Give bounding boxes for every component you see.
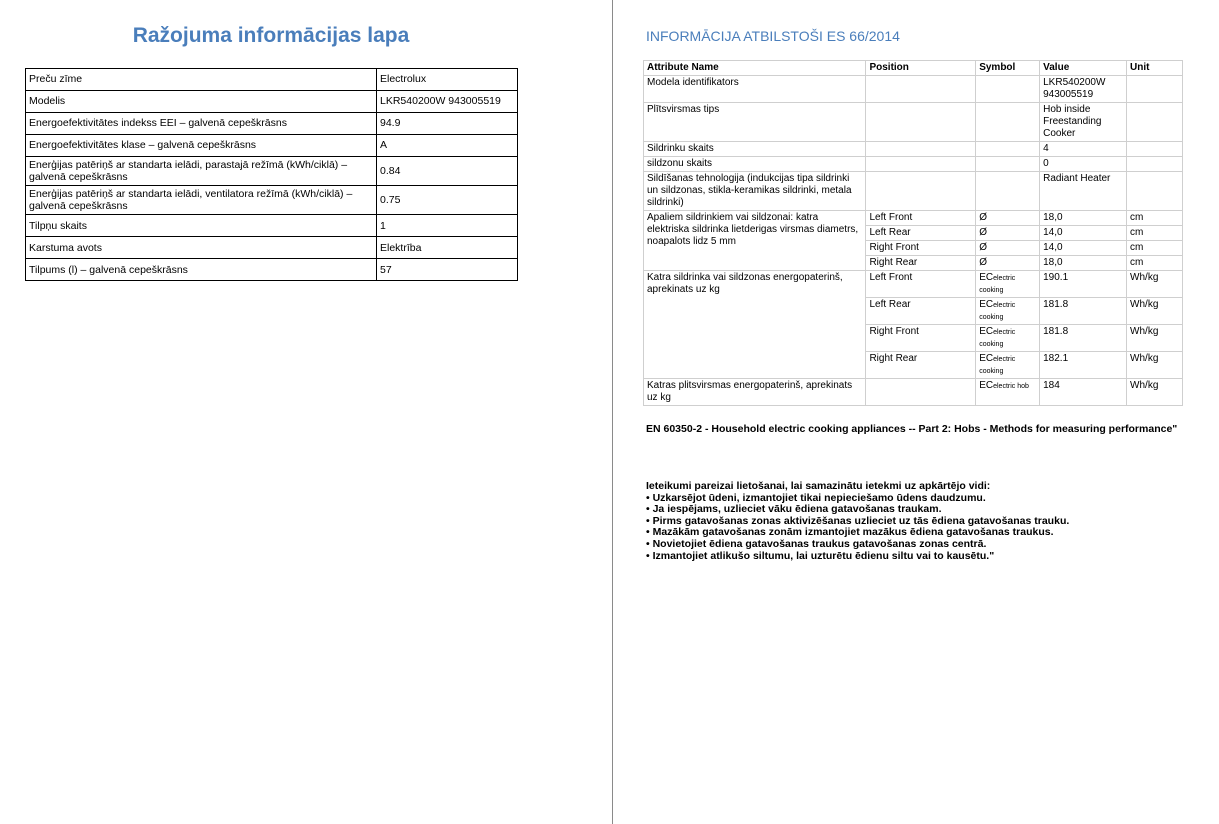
symbol-cell: ECelectric cooking — [976, 298, 1040, 325]
eu-info-title: INFORMĀCIJA ATBILSTOŠI ES 66/2014 — [646, 28, 900, 44]
hob-type-value: Hob inside Freestanding Cooker — [1040, 103, 1127, 142]
unit-cell: cm — [1127, 211, 1183, 226]
row-label: Tilpņu skaits — [26, 215, 377, 237]
heating-tech-label: Sildīšanas tehnologija (indukcijas tipa sildrinki un sildzonas, stikla-keramikas sildrinki, metala sildrinki) — [644, 172, 866, 211]
recommendation-item: • Ja iespējams, uzlieciet vāku ēdiena gatavošanas traukam. — [646, 503, 942, 516]
value-cell: 14,0 — [1040, 226, 1127, 241]
areas-count-value: 0 — [1040, 157, 1127, 172]
header-attribute: Attribute Name — [644, 61, 866, 76]
table-row — [26, 135, 518, 157]
table-row — [26, 215, 518, 237]
row-value: 57 — [377, 259, 518, 281]
value-cell: 184 — [1040, 379, 1127, 406]
row-value: 94.9 — [377, 113, 518, 135]
position-cell: Left Front — [866, 211, 976, 226]
table-row — [26, 237, 518, 259]
unit-cell: Wh/kg — [1127, 298, 1183, 325]
eu-info-table — [643, 60, 1183, 406]
value-cell: 181.8 — [1040, 325, 1127, 352]
zones-count-label: Sildrinku skaits — [644, 142, 866, 157]
table-row — [26, 157, 518, 186]
table-row — [26, 113, 518, 135]
header-value: Value — [1040, 61, 1127, 76]
row-label: Tilpums (l) – galvenā cepeškrāsns — [26, 259, 377, 281]
recommendations-intro: Ieteikumi pareizai lietošanai, lai samazinātu ietekmi uz apkārtējo vidi: — [646, 480, 991, 492]
heating-tech-value: Radiant Heater — [1040, 172, 1127, 211]
table-row — [26, 69, 518, 91]
row-label: Karstuma avots — [26, 237, 377, 259]
table-row — [644, 271, 1183, 298]
value-cell: 18,0 — [1040, 256, 1127, 271]
row-value: Elektrība — [377, 237, 518, 259]
table-row — [26, 91, 518, 113]
row-value: 0.84 — [377, 157, 518, 186]
position-cell: Right Front — [866, 325, 976, 352]
recommendation-item: • Novietojiet ēdiena gatavošanas traukus gatavošanas zonas centrā. — [646, 537, 987, 550]
symbol-cell: Ø — [976, 241, 1040, 256]
value-cell: 190.1 — [1040, 271, 1127, 298]
table-row — [644, 157, 1183, 172]
header-position: Position — [866, 61, 976, 76]
row-label: Energoefektivitātes indekss EEI – galvenā cepeškrāsns — [26, 113, 377, 135]
symbol-cell: ECelectric cooking — [976, 352, 1040, 379]
recommendation-item: • Mazākām gatavošanas zonām izmantojiet mazākus ēdiena gatavošanas traukus. — [646, 526, 1054, 539]
position-cell: Left Front — [866, 271, 976, 298]
row-value: Electrolux — [377, 69, 518, 91]
energy-zone-label: Katra sildrinka vai sildzonas energopaterinš, aprekinats uz kg — [644, 271, 866, 379]
model-id-label: Modela identifikators — [644, 76, 866, 103]
row-value: 0.75 — [377, 186, 518, 215]
table-row — [644, 172, 1183, 211]
row-label: Modelis — [26, 91, 377, 113]
recommendation-item: • Pirms gatavošanas zonas aktivizēšanas uzlieciet uz tās ēdiena gatavošanas trauku. — [646, 514, 1070, 527]
table-header-row — [644, 61, 1183, 76]
position-cell: Left Rear — [866, 298, 976, 325]
energy-hob-label: Katras plitsvirsmas energopaterinš, aprekinats uz kg — [644, 379, 866, 406]
unit-cell: cm — [1127, 226, 1183, 241]
row-value: A — [377, 135, 518, 157]
row-value: LKR540200W 943005519 — [377, 91, 518, 113]
unit-cell: cm — [1127, 256, 1183, 271]
position-cell: Left Rear — [866, 226, 976, 241]
table-row — [644, 379, 1183, 406]
unit-cell: Wh/kg — [1127, 379, 1183, 406]
standard-reference: EN 60350-2 - Household electric cooking appliances -- Part 2: Hobs - Methods for measuring performance" — [646, 423, 1178, 435]
recommendations — [646, 481, 1069, 562]
diameter-label: Apaliem sildrinkiem vai sildzonai: katra elektriska sildrinka lietderigas virsmas diametrs, noapalots lidz 5 mm — [644, 211, 866, 271]
position-cell: Right Rear — [866, 352, 976, 379]
header-unit: Unit — [1127, 61, 1183, 76]
row-label: Energoefektivitātes klase – galvenā cepeškrāsns — [26, 135, 377, 157]
header-symbol: Symbol — [976, 61, 1040, 76]
symbol-cell: Ø — [976, 211, 1040, 226]
table-row — [26, 186, 518, 215]
symbol-cell: ECelectric hob — [976, 379, 1040, 406]
row-value: 1 — [377, 215, 518, 237]
row-label: Preču zīme — [26, 69, 377, 91]
symbol-cell: ECelectric cooking — [976, 271, 1040, 298]
areas-count-label: sildzonu skaits — [644, 157, 866, 172]
unit-cell: Wh/kg — [1127, 352, 1183, 379]
hob-type-label: Plītsvirsmas tips — [644, 103, 866, 142]
symbol-cell: Ø — [976, 256, 1040, 271]
value-cell: 182.1 — [1040, 352, 1127, 379]
table-row — [644, 76, 1183, 103]
product-info-title: Ražojuma informācijas lapa — [132, 24, 410, 47]
recommendation-item: • Izmantojiet atlikušo siltumu, lai uzturētu ēdienu siltu vai to kausētu." — [646, 549, 995, 562]
table-row — [26, 259, 518, 281]
product-info-table — [25, 68, 518, 281]
value-cell: 181.8 — [1040, 298, 1127, 325]
symbol-cell: Ø — [976, 226, 1040, 241]
value-cell: 18,0 — [1040, 211, 1127, 226]
model-id-value: LKR540200W 943005519 — [1040, 76, 1127, 103]
symbol-cell: ECelectric cooking — [976, 325, 1040, 352]
unit-cell: Wh/kg — [1127, 271, 1183, 298]
table-row — [644, 211, 1183, 226]
position-cell: Right Front — [866, 241, 976, 256]
recommendation-item: • Uzkarsējot ūdeni, izmantojiet tikai nepieciešamo ūdens daudzumu. — [646, 491, 986, 504]
row-label: Enerģijas patēriņš ar standarta ielādi, parastajā režīmā (kWh/ciklā) – galvenā cepeškrāsns — [26, 157, 377, 186]
position-cell: Right Rear — [866, 256, 976, 271]
unit-cell: Wh/kg — [1127, 325, 1183, 352]
table-row — [644, 142, 1183, 157]
table-row — [644, 103, 1183, 142]
unit-cell: cm — [1127, 241, 1183, 256]
row-label: Enerģijas patēriņš ar standarta ielādi, ventilatora režīmā (kWh/ciklā) – galvenā cepeškrāsns — [26, 186, 377, 215]
zones-count-value: 4 — [1040, 142, 1127, 157]
value-cell: 14,0 — [1040, 241, 1127, 256]
page-divider — [612, 0, 613, 824]
